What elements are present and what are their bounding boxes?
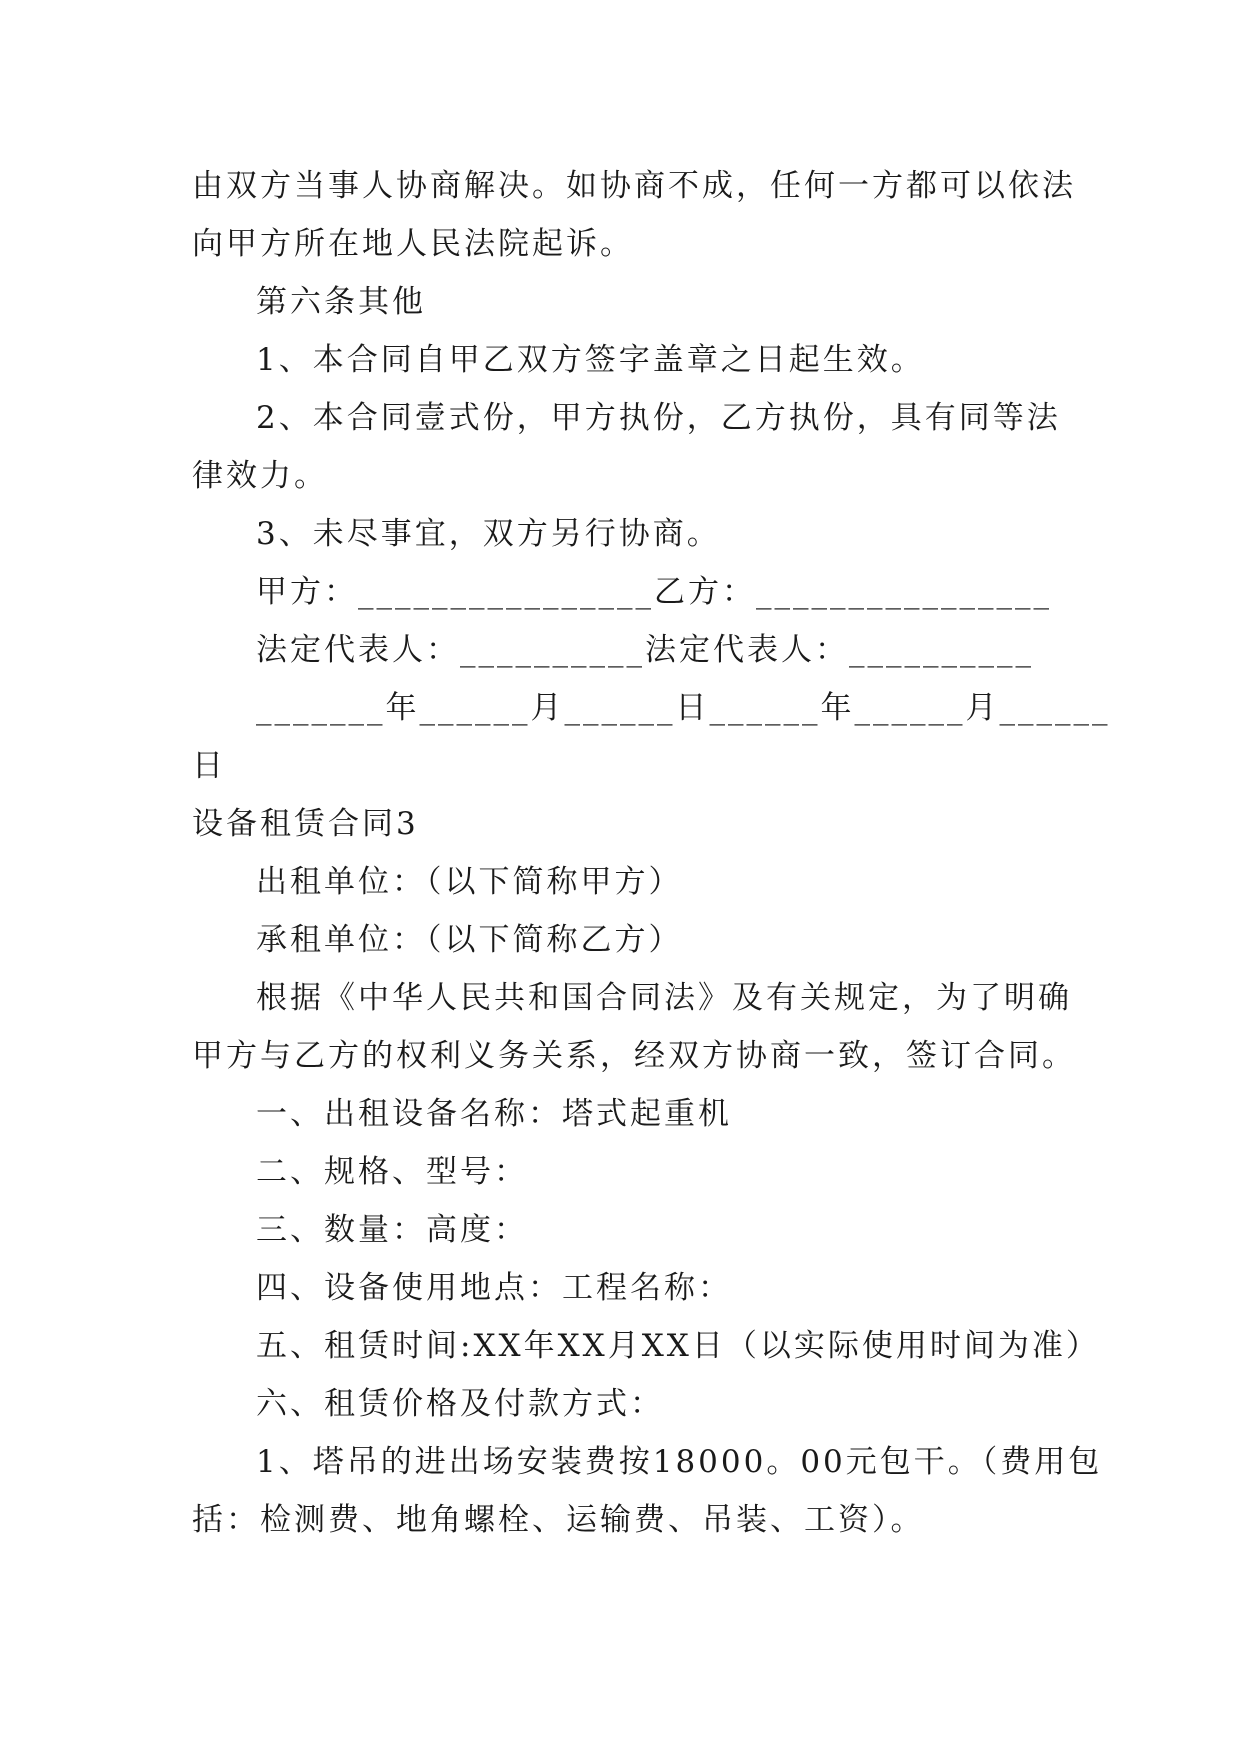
preamble-line: 根据《中华人民共和国合同法》及有关规定，为了明确 xyxy=(256,980,1072,1016)
paragraph-line: 向甲方所在地人民法院起诉。 xyxy=(192,226,634,262)
clause-line: 1、塔吊的进出场安装费按18000。00元包干。（费用包 xyxy=(256,1444,1103,1480)
clause-line: 五、租赁时间:XX年XX月XX日（以实际使用时间为准） xyxy=(256,1328,1100,1364)
clause-line: 括：检测费、地角螺栓、运输费、吊装、工资）。 xyxy=(192,1502,925,1538)
clause-line: 3、未尽事宜，双方另行协商。 xyxy=(256,516,721,552)
clause-line: 二、规格、型号： xyxy=(256,1154,528,1190)
clause-line: 四、设备使用地点：工程名称： xyxy=(256,1270,732,1306)
lessee-line: 承租单位：（以下简称乙方） xyxy=(256,922,683,958)
clause-line: 1、本合同自甲乙双方签字盖章之日起生效。 xyxy=(256,342,925,378)
preamble-line: 甲方与乙方的权利义务关系，经双方协商一致，签订合同。 xyxy=(192,1038,1076,1074)
section-heading: 第六条其他 xyxy=(256,284,426,320)
clause-line: 三、数量：高度： xyxy=(256,1212,528,1248)
clause-line: 一、出租设备名称：塔式起重机 xyxy=(256,1096,732,1132)
contract-title: 设备租赁合同3 xyxy=(192,806,419,842)
signature-date-line-end: 日 xyxy=(192,748,226,784)
clause-line: 2、本合同壹式份，甲方执份，乙方执份，具有同等法 xyxy=(256,400,1061,436)
clause-line: 律效力。 xyxy=(192,458,328,494)
signature-line-representatives: 法定代表人：__________法定代表人：__________ xyxy=(256,632,1034,668)
signature-date-line: _______年______月______日______年______月______ xyxy=(256,690,1111,726)
clause-line: 六、租赁价格及付款方式： xyxy=(256,1386,664,1422)
paragraph-line: 由双方当事人协商解决。如协商不成，任何一方都可以依法 xyxy=(192,168,1076,204)
signature-line-parties: 甲方：________________乙方：________________ xyxy=(256,574,1052,610)
lessor-line: 出租单位：（以下简称甲方） xyxy=(256,864,683,900)
